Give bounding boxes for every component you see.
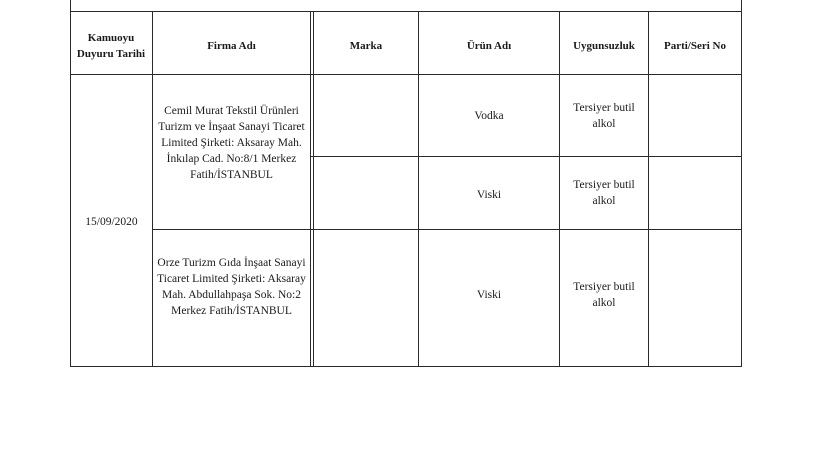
batch-cell-2 [649, 157, 741, 229]
brand-cell-1 [314, 75, 418, 156]
col-border-6 [741, 0, 742, 367]
brand-cell-2 [314, 157, 418, 229]
product-cell-3: Viski [476, 289, 502, 301]
product-cell-2: Viski [476, 189, 502, 201]
product-cell-1: Vodka [474, 109, 504, 122]
nonconformity-cell-1: Tersiyer butil alkol [573, 101, 635, 130]
header-nonconformity: Uygunsuzluk [573, 40, 635, 52]
company-name-2: Orze Turizm Gıda İnşaat Sanayi Ticaret Limited Şirketi: Aksaray Mah. Abdullahpaşa Sok. No:2 Merkez Fatih/İSTANBUL [157, 257, 306, 317]
brand-cell-3 [314, 230, 418, 366]
header-brand: Marka [349, 40, 383, 52]
table-top-rule [70, 11, 742, 12]
nonconformity-cell-3: Tersiyer butil alkol [573, 281, 635, 309]
nonconformity-cell-2: Tersiyer butil alkol [573, 179, 635, 207]
table-bottom-rule [70, 366, 742, 367]
col-border-2a [310, 11, 311, 367]
company-name-1: Cemil Murat Tekstil Ürünleri Turizm ve İnşaat Sanayi Ticaret Limited Şirketi: Aksaray Mah. İnkılap Cad. No:8/1 Merkez Fatih/İSTANBUL [158, 105, 305, 181]
batch-cell-3 [649, 230, 741, 366]
header-company: Firma Adı [207, 40, 256, 52]
batch-cell-1 [649, 75, 741, 156]
header-batch: Parti/Seri No [663, 40, 726, 52]
header-product: Ürün Adı [466, 40, 512, 52]
date-cell: 15/09/2020 [85, 215, 138, 228]
header-date: Kamuoyu Duyuru Tarihi [76, 32, 146, 60]
